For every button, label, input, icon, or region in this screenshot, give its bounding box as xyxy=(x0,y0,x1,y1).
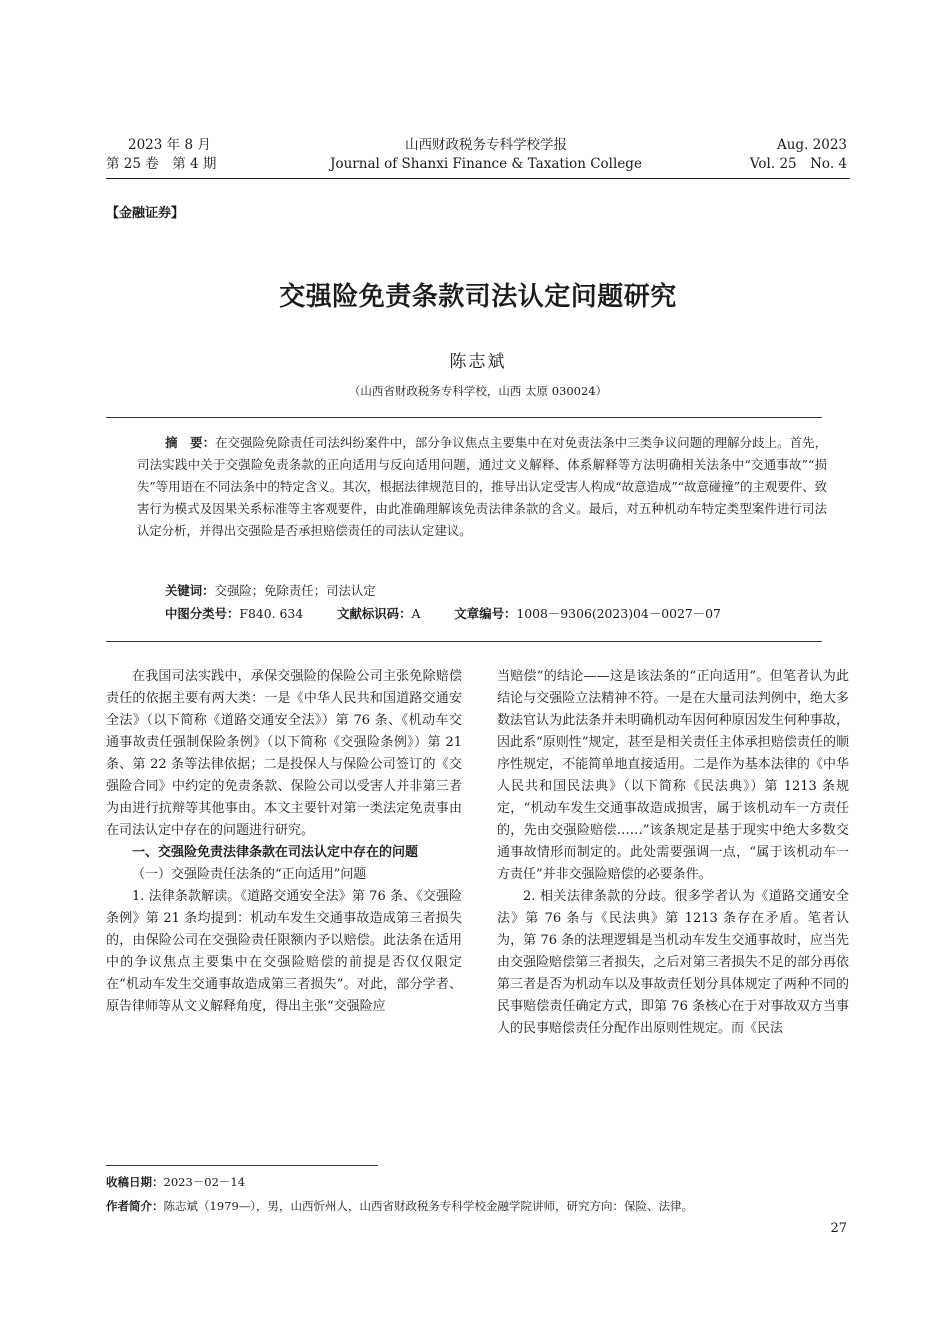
footnote-received xyxy=(106,1174,850,1190)
keywords-text: 交强险；免除责任；司法认定 xyxy=(214,583,376,598)
header-volume-issue: 第 25 卷 第 4 期 xyxy=(106,156,217,172)
article-number-value: 1008－9306(2023)04－0027－07 xyxy=(516,606,721,621)
body-column-left xyxy=(106,666,462,1018)
footnote-author-bio xyxy=(106,1198,850,1214)
body-paragraph: 当赔偿”的结论——这是该法条的“正向适用”。但笔者认为此结论与交强险立法精神不符。一是在大量司法判例中，绝大多数法官认为此法条并未明确机动车因何种原因发生何种事故，因此系“原则性”规定，甚至是相关责任主体承担赔偿责任的顺序性规定，不能简单地直接适用。二是作为基本法律的《中华人民共和国民法典》（以下简称《民法典》）第 1213 条规定，“机动车发生交通事故造成损害，属于该机动车一方责任的，先由交强险赔偿……”该条规定是基于现实中绝大多数交通事故情形而制定的。此处需要强调一点，“属于该机动车一方责任”并非交强险赔偿的必要条件。 xyxy=(497,669,849,882)
classification-line xyxy=(165,603,721,625)
abstract-label: 摘 要： xyxy=(165,435,216,450)
abstract xyxy=(137,432,827,542)
article-title: 交强险免责条款司法认定问题研究 xyxy=(279,282,677,312)
doc-code-label: 文献标识码： xyxy=(337,606,412,621)
bio-value: 陈志斌（1979—），男，山西忻州人，山西省财政税务专科学校金融学院讲师，研究方向：保险、法律。 xyxy=(163,1199,694,1213)
received-value: 2023－02－14 xyxy=(163,1175,246,1189)
bio-label: 作者简介： xyxy=(106,1199,164,1213)
running-header-left xyxy=(106,136,216,174)
section-tag: 【金融证券】 xyxy=(106,206,185,221)
header-volume-issue-en: Vol. 25 No. 4 xyxy=(749,156,847,172)
clc-label: 中图分类号： xyxy=(165,606,240,621)
header-date-en: Aug. 2023 xyxy=(776,137,847,153)
abstract-text: 在交强险免除责任司法纠纷案件中，部分争议焦点主要集中在对免责法条中三类争议问题的理解分歧上。首先，司法实践中关于交强险免责条款的正向适用与反向适用问题，通过文义解释、体系解释等方法明确相关法条中“交通事故”“损失”等用语在不同法条中的特定含义。其次，根据法律规范目的，推导出认定受害人构成“故意造成”“故意碰撞”的主观要件、致害行为模式及因果关系标准等主客观要件，由此准确理解该免责法律条款的含义。最后，对五种机动车特定类型案件进行司法认定分析，并得出交强险是否承担赔偿责任的司法认定建议。 xyxy=(137,435,827,538)
abstract-bottom-rule xyxy=(106,641,822,642)
article-number-label: 文章编号： xyxy=(454,606,517,621)
header-rule xyxy=(106,178,850,179)
keywords xyxy=(165,580,376,602)
running-header-center xyxy=(300,136,672,174)
header-date: 2023 年 8 月 xyxy=(128,137,211,153)
page-number: 27 xyxy=(830,1221,847,1236)
section-heading: 一、交强险免责法律条款在司法认定中存在的问题 xyxy=(132,845,419,860)
body-paragraph: 2. 相关法律条款的分歧。很多学者认为《道路交通安全法》第 76 条与《民法典》第 1213 条存在矛盾。笔者认为，第 76 条的法理逻辑是当机动车发生交通事故时，应当先由交强险赔偿第三者损失，之后对第三者损失不足的部分再依第三者是否为机动车以及事故责任划分具体规定了两种不同的民事赔偿责任确定方式，即第 76 条核心在于对事故双方当事人的民事赔偿责任分配作出原则性规定。而《民法 xyxy=(497,889,849,1036)
clc-value: F840. 634 xyxy=(239,606,304,621)
subsection-heading: （一）交强险责任法条的“正向适用”问题 xyxy=(132,867,367,882)
journal-name-cn: 山西财政税务专科学校学报 xyxy=(405,137,567,153)
abstract-top-rule xyxy=(106,417,822,418)
footnote-rule xyxy=(106,1165,378,1166)
doc-code-value: A xyxy=(411,606,421,621)
author-affiliation: （山西省财政税务专科学校，山西 太原 030024） xyxy=(348,384,608,398)
journal-name-en: Journal of Shanxi Finance & Taxation College xyxy=(330,156,642,172)
received-label: 收稿日期： xyxy=(106,1175,164,1189)
keywords-label: 关键词： xyxy=(165,583,215,598)
running-header-right xyxy=(750,136,847,174)
author-name: 陈志斌 xyxy=(449,352,507,372)
body-paragraph: 1. 法律条款解读。《道路交通安全法》第 76 条、《交强险条例》第 21 条均提到：机动车发生交通事故造成第三者损失的，由保险公司在交强险责任限额内予以赔偿。此法条在适用中的争议焦点主要集中在交强险赔偿的前提是否仅仅限定在“机动车发生交通事故造成第三者损失”。对此，部分学者、原告律师等从文义解释角度，得出主张“交强险应 xyxy=(106,889,462,1014)
body-paragraph: 在我国司法实践中，承保交强险的保险公司主张免除赔偿责任的依据主要有两大类：一是《中华人民共和国道路交通安全法》（以下简称《道路交通安全法》）第 76 条、《机动车交通事故责任强制保险条例》（以下简称《交强险条例》）第 21 条、第 22 条等法律依据；二是投保人与保险公司签订的《交强险合同》中约定的免责条款、保险公司以受害人并非第三者为由进行抗辩等其他事由。本文主要针对第一类法定免责事由在司法认定中存在的问题进行研究。 xyxy=(106,669,462,838)
body-column-right xyxy=(497,666,849,1040)
